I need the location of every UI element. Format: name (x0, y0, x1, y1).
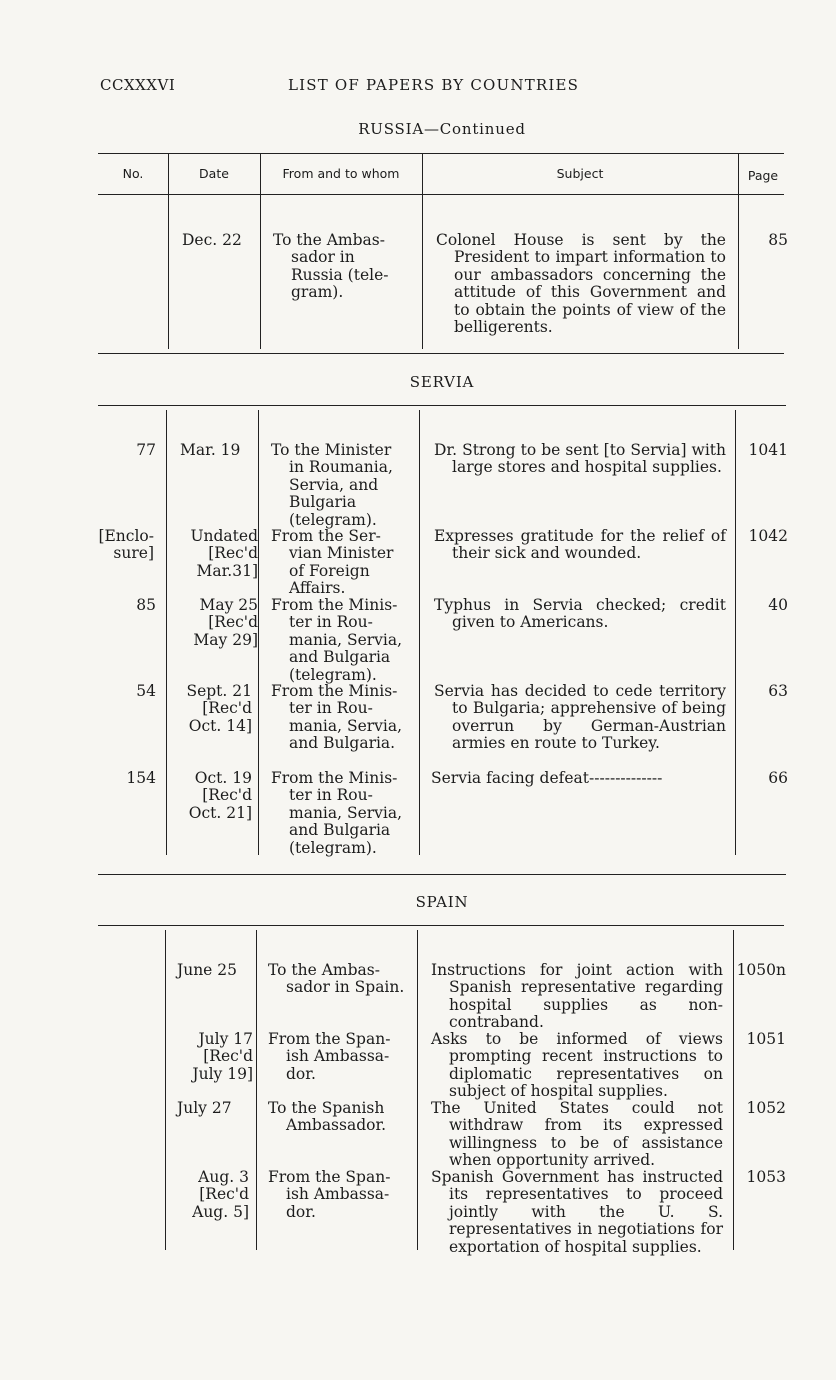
section-title-russia: RUSSIA—Continued (358, 120, 526, 138)
cell-subject: Servia has decided to cede territory to Bulgaria; apprehensive of being overrun by German-Austrian armies en route to Turkey. (434, 682, 726, 753)
column-rule (735, 410, 736, 855)
column-rule (256, 930, 257, 1250)
cell-subject: Dr. Strong to be sent [to Servia] with large stores and hospital supplies. (434, 441, 726, 477)
cell-page: 85 (768, 231, 788, 249)
table-rule (98, 194, 784, 195)
cell-page: 1051 (746, 1030, 786, 1048)
cell-from-to: From the Minis- ter in Rou- mania, Servia, and Bulgaria. (271, 682, 403, 753)
table-rule (98, 153, 784, 154)
cell-subject: Asks to be informed of views prompting recent instructions to diplomatic representatives on subject of hospital supplies. (431, 1030, 723, 1101)
page-number: CCXXXVI (100, 76, 176, 94)
cell-subject: Typhus in Servia checked; credit given to Americans. (434, 596, 726, 632)
cell-from-to: To the Ambas- sador in Spain. (268, 961, 405, 997)
cell-subject: Servia facing defeat-------------- (431, 769, 663, 787)
running-head (100, 76, 788, 98)
cell-page: 1041 (748, 441, 788, 459)
cell-page: 1052 (746, 1099, 786, 1117)
column-header-no: No. (122, 166, 144, 181)
section-title-spain: SPAIN (415, 893, 469, 911)
section-title-servia: SERVIA (409, 373, 475, 391)
cell-no: 77 (136, 441, 156, 459)
cell-date: Dec. 22 (182, 231, 242, 249)
cell-date: June 25 (177, 961, 238, 979)
cell-subject: Colonel House is sent by the President to impart information to our ambassadors concerning the attitude of this Government and to obtain the points of view of the belligerents. (436, 231, 726, 337)
cell-from-to: To the Minister in Roumania, Servia, and Bulgaria (telegram). (271, 441, 393, 529)
cell-from-to: From the Span- ish Ambassa- dor. (268, 1030, 391, 1083)
cell-from-to: To the Ambas- sador in Russia (tele- gram). (273, 231, 389, 302)
cell-from-to: To the Spanish Ambassador. (268, 1099, 387, 1135)
cell-date: Mar. 19 (180, 441, 241, 459)
cell-from-to: From the Minis- ter in Rou- mania, Servia, and Bulgaria (telegram). (271, 596, 403, 684)
cell-date: Undated [Rec'd Mar.31] (190, 527, 258, 580)
cell-date: May 25 [Rec'd May 29] (193, 596, 258, 649)
column-header-subject: Subject (556, 166, 604, 181)
column-rule (258, 410, 259, 855)
table-rule (98, 874, 786, 875)
cell-page: 66 (768, 769, 788, 787)
cell-from-to: From the Span- ish Ambassa- dor. (268, 1168, 391, 1221)
table-rule (98, 405, 786, 406)
cell-subject: Spanish Government has instructed its representatives to proceed jointly with the U. S. representatives in negotiations for exportation of hospital supplies. (431, 1168, 723, 1256)
column-rule (165, 930, 166, 1250)
column-rule (733, 930, 734, 1250)
column-header-from-to: From and to whom (282, 166, 400, 181)
cell-no: [Enclo- sure] (98, 527, 154, 563)
page-title: LIST OF PAPERS BY COUNTRIES (288, 76, 580, 94)
column-header-page: Page (747, 168, 779, 183)
cell-date: July 17 [Rec'd July 19] (192, 1030, 253, 1083)
cell-subject: The United States could not withdraw from its expressed willingness to be of assistance when opportunity arrived. (431, 1099, 723, 1170)
cell-subject: Instructions for joint action with Spanish representative regarding hospital supplies as non-contraband. (431, 961, 723, 1032)
table-rule (98, 353, 784, 354)
cell-no: 154 (126, 769, 156, 787)
cell-page: 1053 (746, 1168, 786, 1186)
cell-no: 85 (136, 596, 156, 614)
column-rule (166, 410, 167, 855)
cell-date: Aug. 3 [Rec'd Aug. 5] (192, 1168, 249, 1221)
cell-from-to: From the Ser- vian Minister of Foreign Affairs. (271, 527, 394, 598)
column-header-date: Date (199, 166, 229, 181)
table-rule (98, 925, 784, 926)
cell-page: 1050n (736, 961, 786, 979)
cell-no: 54 (136, 682, 156, 700)
cell-date: Sept. 21 [Rec'd Oct. 14] (186, 682, 252, 735)
cell-page: 40 (768, 596, 788, 614)
cell-date: July 27 (177, 1099, 232, 1117)
cell-page: 63 (768, 682, 788, 700)
column-rule (260, 153, 261, 349)
cell-page: 1042 (748, 527, 788, 545)
cell-from-to: From the Minis- ter in Rou- mania, Servia, and Bulgaria (telegram). (271, 769, 403, 857)
cell-subject: Expresses gratitude for the relief of their sick and wounded. (434, 527, 726, 563)
cell-date: Oct. 19 [Rec'd Oct. 21] (188, 769, 252, 822)
column-rule (168, 153, 169, 349)
